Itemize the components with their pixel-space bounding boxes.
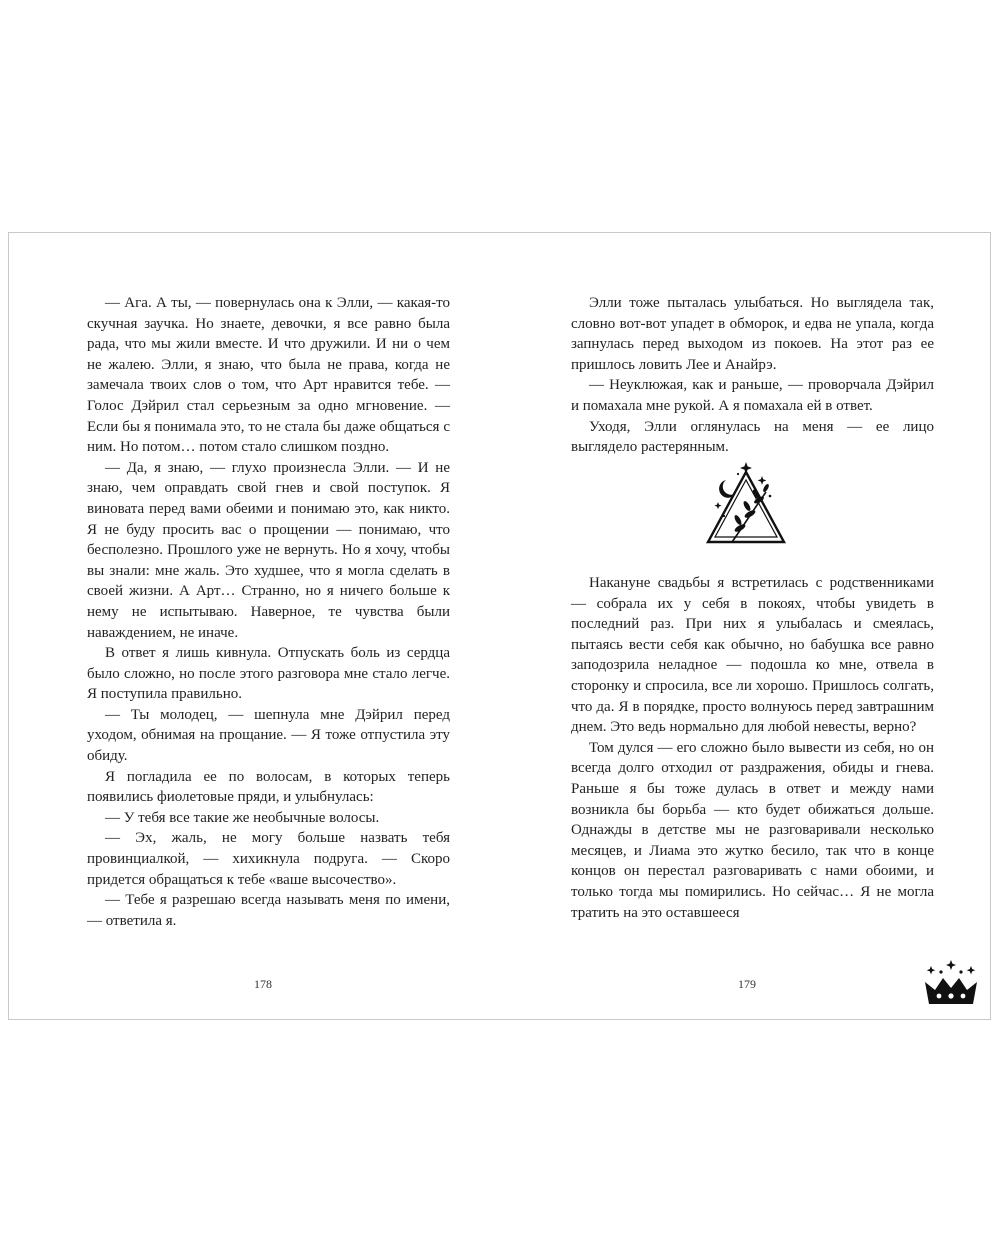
paragraph: Я погладила ее по волосам, в которых теперь появились фиолетовые пряди, и улыбнулась: [87,768,450,806]
left-page [9,233,500,1019]
paragraph: — Да, я знаю, — глухо произнесла Элли. — И не знаю, чем оправдать свой гнев и свой поступок. Я виновата перед вами обеими и понимаю это, как никто. Я не буду просить вас о прощении — понимаю, что бесполезно. Прошлого уже не вернуть. Но я хочу, чтобы вы знали: мне жаль. Это худшее, что я могла сделать в своей жизни. А Арт… Странно, но я ничего больше к нему не испытываю. Наверное, те чувства были наваждением, не иначе. [87,459,450,641]
paragraph: В ответ я лишь кивнула. Отпускать боль из сердца было сложно, но после этого разговора мне стало легче. Я поступила правильно. [87,645,450,703]
paragraph: Элли тоже пыталась улыбаться. Но выглядела так, словно вот-вот упадет в обморок, и едва не упала, когда запнулась перед выходом из покоев. На этот раз ее пришлось ловить Лее и Анайрэ. [571,295,934,373]
paragraph: — У тебя все такие же необычные волосы. [105,809,380,826]
right-page-text-bottom [571,573,934,923]
crown-icon [921,958,981,1010]
paragraph: Том дулся — его сложно было вывести из себя, но он всегда долго отходил от раздражения, обиды и гнева. Раньше я бы тоже дулась в ответ и между нами возникла бы борьба — кто будет обижаться дольше. Однажды в детстве мы не разговаривали несколько месяцев, и Лиама это жутко бесило, так что в конце концов он перестал разговаривать с нами обоими, и только тогда мы помирились. Но сейчас… Я не могла тратить на это оставшееся [571,739,934,921]
paragraph: — Ага. А ты, — повернулась она к Элли, — какая-то скучная заучка. Но знаете, девочки, я все равно была рада, что мы жили вместе. И что дружили. И ни о чем не жалею. Элли, я знаю, что была не права, когда не замечала твоих слов о том, что Арт нравится тебе. — Голос Дэйрил стал серьезным за одно мгновение. — Если бы я понимала это, то не стала бы даже общаться с ним. Но потом… потом стало слишком поздно. [87,295,450,456]
paragraph: — Неуклюжая, как и раньше, — проворчала Дэйрил и помахала мне рукой. А я помахала ей в ответ. [571,377,934,414]
left-page-text [87,293,450,931]
page-number-left: 178 [254,977,272,991]
book-spread [8,232,991,1020]
paragraph: — Ты молодец, — шепнула мне Дэйрил перед уходом, обнимая на прощание. — Я тоже отпустила эту обиду. [87,706,450,765]
paragraph: — Тебе я разрешаю всегда называть меня по имени, — ответила я. [87,892,450,929]
right-page-text-top [571,293,934,458]
paragraph: Уходя, Элли оглянулась на меня — ее лицо выглядело растерянным. [571,418,934,456]
page-number-right: 179 [738,977,756,991]
right-page [500,233,992,1019]
paragraph: — Эх, жаль, не могу больше назвать тебя провинциалкой, — хихикнула подруга. — Скоро придется обращаться к тебе «ваше высочество». [87,830,450,888]
moon-triangle-leaf-ornament-icon [696,458,796,558]
paragraph: Накануне свадьбы я встретилась с родственниками — собрала их у себя в покоях, чтобы увидеть в последний раз. При них я улыбалась и смеялась, пытаясь вести себя как обычно, но бабушка все равно заподозрила неладное — подошла ко мне, отвела в сторонку и спросила, все ли хорошо. Пришлось солгать, что да. Я в порядке, просто волнуюсь перед завтрашним днем. Это ведь нормально для любой невесты, верно? [571,575,934,736]
